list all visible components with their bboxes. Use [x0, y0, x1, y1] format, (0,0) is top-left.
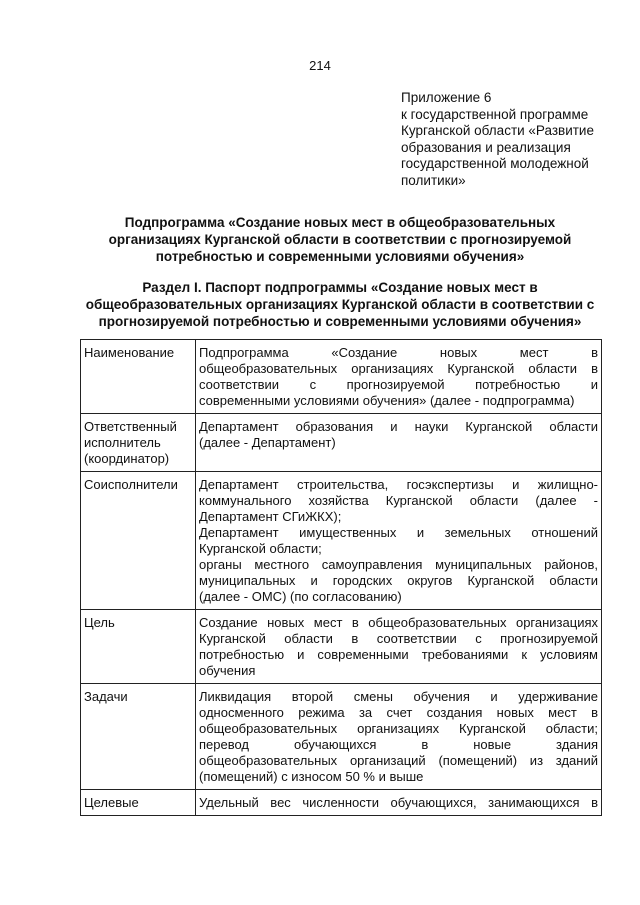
row-value-line: коммунального хозяйства Курганской области (далее -	[199, 493, 598, 508]
row-label	[81, 610, 196, 684]
appendix-line: Приложение 6	[401, 90, 492, 105]
row-label	[81, 790, 196, 816]
row-value-line: Департамент имущественных и земельных отношений	[199, 525, 598, 540]
section-title-line: прогнозируемой потребностью и современными условиями обучения»	[98, 314, 582, 329]
row-label-line: Задачи	[84, 689, 128, 704]
row-value-line: Ликвидация второй смены обучения и удерживание	[199, 689, 598, 704]
row-value	[196, 610, 602, 684]
row-label-line: Цель	[84, 615, 115, 630]
appendix-heading	[401, 90, 616, 189]
passport-table	[80, 339, 602, 816]
table-row	[81, 684, 602, 790]
subprogram-title-line: организациях Курганской области в соответствии с прогнозируемой	[108, 232, 572, 247]
row-value-line: современными условиями обучения» (далее - подпрограмма)	[199, 393, 575, 408]
section-title-line: Раздел I. Паспорт подпрограммы «Создание новых мест в	[142, 280, 538, 295]
row-value-line: Курганской области в соответствии с прогнозируемой	[199, 631, 598, 646]
row-value-line: органы местного самоуправления муниципальных районов,	[199, 557, 598, 572]
row-label	[81, 684, 196, 790]
row-value-line: муниципальных и городских округов Курганской области	[199, 573, 598, 588]
row-label-line: (координатор)	[84, 451, 170, 466]
row-label-line: исполнитель	[84, 435, 161, 450]
subprogram-title-line: потребностью и современными условиями обучения»	[155, 249, 525, 264]
row-value-line: Создание новых мест в общеобразовательных организациях	[199, 615, 598, 630]
row-value-line: соответствии с прогнозируемой потребностью и	[199, 377, 598, 392]
row-value-line: Департамент образования и науки Курганской области	[199, 419, 598, 434]
table-row	[81, 472, 602, 610]
row-value-line: Удельный вес численности обучающихся, занимающихся в	[199, 795, 598, 810]
table-row	[81, 340, 602, 414]
row-value	[196, 472, 602, 610]
row-value-line: Подпрограмма «Создание новых мест в	[199, 345, 598, 360]
page-number: 214	[309, 58, 331, 73]
appendix-line: государственной молодежной	[401, 156, 589, 171]
row-value-line: Департамент строительства, госэкспертизы и жилищно-	[199, 477, 598, 492]
row-value	[196, 684, 602, 790]
row-label-line: Целевые	[84, 795, 139, 810]
row-value-line: общеобразовательных организациях Курганской области;	[199, 721, 598, 736]
table-row	[81, 790, 602, 816]
row-value	[196, 414, 602, 472]
row-value-line: (далее - ОМС) (по согласованию)	[199, 589, 402, 604]
row-label-line: Соисполнители	[84, 477, 178, 492]
section-title	[60, 279, 620, 330]
row-value-line: Департамент СГиЖКХ);	[199, 509, 342, 524]
row-label-line: Наименование	[84, 345, 175, 360]
row-value-line: обучения	[199, 663, 256, 678]
subprogram-title-line: Подпрограмма «Создание новых мест в общеобразовательных	[124, 215, 556, 230]
appendix-line: к государственной программе	[401, 106, 589, 122]
section-title-line: общеобразовательных организациях Курганской области в соответствии с	[85, 297, 595, 312]
row-label	[81, 472, 196, 610]
row-value	[196, 790, 602, 816]
row-label	[81, 414, 196, 472]
row-label-line: Ответственный	[84, 419, 177, 434]
subprogram-title	[60, 214, 620, 265]
row-value-line: общеобразовательных организаций (помещений) из зданий	[199, 753, 598, 768]
appendix-line: образования и реализация	[401, 139, 571, 155]
row-value-line: односменного режима за счет создания новых мест в	[199, 705, 598, 720]
row-value-line: Курганской области;	[199, 541, 322, 556]
row-value-line: (помещений) с износом 50 % и выше	[199, 769, 424, 784]
row-value-line: общеобразовательных организациях Курганской области в	[199, 361, 598, 376]
table-row	[81, 414, 602, 472]
row-value	[196, 340, 602, 414]
appendix-line: Курганской области «Развитие	[401, 123, 594, 138]
row-value-line: (далее - Департамент)	[199, 435, 336, 450]
table-row	[81, 610, 602, 684]
row-label	[81, 340, 196, 414]
row-value-line: перевод обучающихся в новые здания	[199, 737, 598, 752]
appendix-line: политики»	[401, 172, 466, 188]
row-value-line: потребностью и современными требованиями к условиям	[199, 647, 598, 662]
